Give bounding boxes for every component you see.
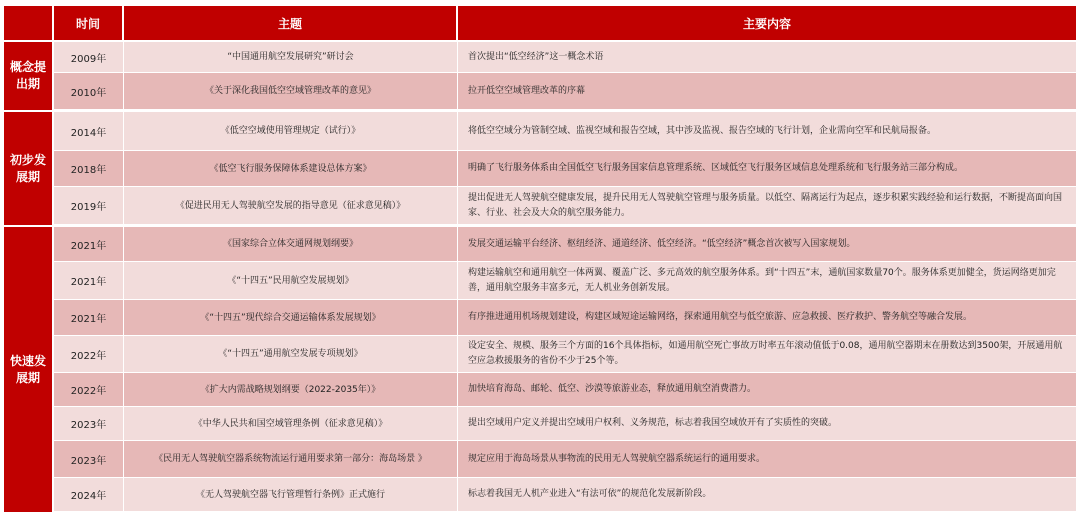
year-cell: 2019年 [54, 187, 124, 224]
phase-label: 概念提出期 [4, 42, 54, 110]
table-row [54, 112, 1076, 151]
phase-group-concept [4, 40, 1076, 110]
content-cell: 拉开低空空域管理改革的序幕 [468, 85, 586, 96]
year-cell: 2018年 [54, 151, 124, 186]
content-cell: 首次提出“低空经济”这一概念术语 [468, 51, 604, 62]
content-cell: 构建运输航空和通用航空一体两翼、覆盖广泛、多元高效的航空服务体系。到“十四五”末，通航国家数量70个。服务体系更加健全，货运网络更加完善，通用航空服务丰富多元，无人机业务创新发展。 [468, 267, 1056, 293]
year-cell: 2022年 [54, 336, 124, 372]
topic-cell: 《“十四五”通用航空发展专项规划》 [124, 336, 458, 372]
table-row [54, 441, 1076, 478]
table-row [54, 407, 1076, 441]
topic-cell: 《扩大内需战略规划纲要（2022-2035年）》 [124, 373, 458, 406]
table-row [54, 42, 1076, 73]
content-cell: 设定安全、规模、服务三个方面的16个具体指标，如通用航空死亡事故万时率五年滚动值低于0.08，通用航空器期末在册数达到3500架，开展通用航空应急救援服务的省份不少于25个等。 [468, 341, 1063, 366]
table-row [54, 187, 1076, 225]
year-cell: 2009年 [54, 42, 124, 72]
topic-cell: 《促进民用无人驾驶航空发展的指导意见（征求意见稿）》 [124, 187, 458, 224]
year-cell: 2023年 [54, 407, 124, 440]
content-cell: 有序推进通用机场规划建设，构建区域短途运输网络，探索通用航空与低空旅游、应急救援、医疗救护、警务航空等融合发展。 [468, 312, 973, 322]
year-cell: 2014年 [54, 112, 124, 150]
topic-cell: 《关于深化我国低空空域管理改革的意见》 [124, 73, 458, 109]
topic-cell: 《无人驾驶航空器飞行管理暂行条例》正式施行 [124, 478, 458, 511]
year-cell: 2022年 [54, 373, 124, 406]
table-row [54, 373, 1076, 407]
topic-cell: 《低空飞行服务保障体系建设总体方案》 [124, 151, 458, 186]
topic-cell: 《民用无人驾驶航空器系统物流运行通用要求第一部分：海岛场景 》 [124, 441, 458, 477]
content-cell: 提出空域用户定义并提出空域用户权利、义务规范，标志着我国空域放开有了实质性的突破。 [468, 418, 838, 428]
year-cell: 2021年 [54, 300, 124, 335]
content-cell: 明确了飞行服务体系由全国低空飞行服务国家信息管理系统、区域低空飞行服务区域信息处理系统和飞行服务站三部分构成。 [468, 163, 964, 173]
content-cell: 发展交通运输平台经济、枢纽经济、通道经济、低空经济。“低空经济”概念首次被写入国家规划。 [468, 238, 856, 249]
table-row [54, 262, 1076, 300]
phase-label: 快速发展期 [4, 227, 54, 512]
table-row [54, 151, 1076, 187]
table-header [4, 6, 1076, 40]
year-cell: 2021年 [54, 262, 124, 299]
topic-cell: 《国家综合立体交通网规划纲要》 [124, 227, 458, 261]
content-cell: 加快培育海岛、邮轮、低空、沙漠等旅游业态，释放通用航空消费潜力。 [468, 384, 757, 394]
table-row [54, 478, 1076, 512]
header-phase [4, 6, 54, 40]
table-row [54, 300, 1076, 336]
header-year: 时间 [54, 6, 124, 40]
header-content: 主要内容 [458, 6, 1076, 40]
topic-cell: “中国通用航空发展研究”研讨会 [124, 42, 458, 72]
phase-label: 初步发展期 [4, 112, 54, 225]
topic-cell: 《“十四五”现代综合交通运输体系发展规划》 [124, 300, 458, 335]
table-row [54, 73, 1076, 110]
content-cell: 规定应用于海岛场景从事物流的民用无人驾驶航空器系统运行的通用要求。 [468, 453, 766, 464]
content-cell: 提出促进无人驾驶航空健康发展，提升民用无人驾驶航空管理与服务质量。以低空、隔离运行为起点，逐步积累实践经验和运行数据，不断提高面向国家、行业、社会及大众的航空服务能力。 [468, 192, 1063, 218]
year-cell: 2010年 [54, 73, 124, 109]
content-cell: 将低空空域分为管制空域、监视空域和报告空域，其中涉及监视、报告空域的飞行计划，企业需向空军和民航局报备。 [468, 125, 937, 136]
content-cell: 标志着我国无人机产业进入“有法可依”的规范化发展新阶段。 [468, 489, 712, 499]
phase-group-rapid [4, 225, 1076, 512]
topic-cell: 《“十四五”民用航空发展规划》 [124, 262, 458, 299]
year-cell: 2023年 [54, 441, 124, 477]
year-cell: 2024年 [54, 478, 124, 511]
topic-cell: 《中华人民共和国空域管理条例（征求意见稿）》 [124, 407, 458, 440]
year-cell: 2021年 [54, 227, 124, 261]
policy-timeline-table [4, 6, 1076, 512]
table-row [54, 227, 1076, 262]
header-topic: 主题 [124, 6, 458, 40]
topic-cell: 《低空空域使用管理规定（试行）》 [124, 112, 458, 150]
phase-group-initial [4, 110, 1076, 225]
table-row [54, 336, 1076, 373]
